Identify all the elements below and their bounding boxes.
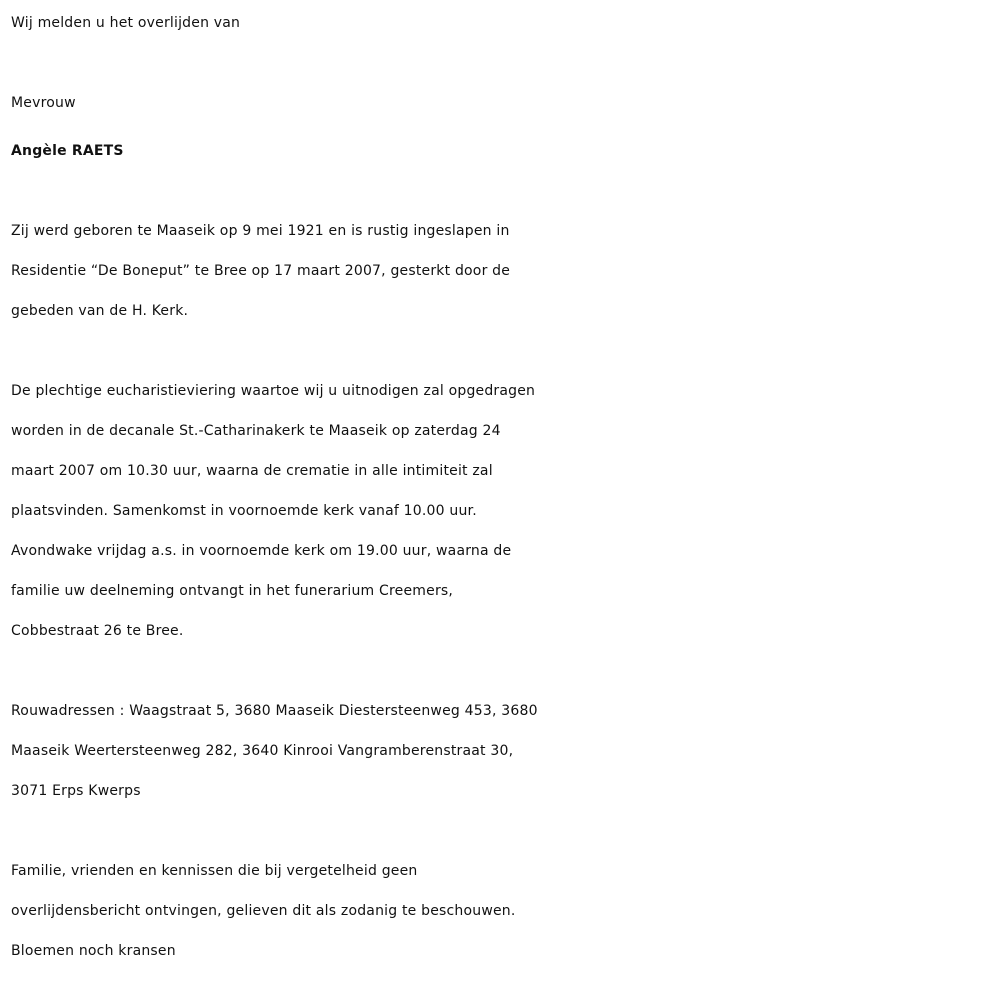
paragraph-line: overlijdensbericht ontvingen, gelieven dit als zodanig te beschouwen.: [11, 903, 516, 919]
ceremony-paragraph: [11, 371, 993, 651]
paragraph-line: maart 2007 om 10.30 uur, waarna de crematie in alle intimiteit zal: [11, 463, 493, 479]
spacer: [11, 331, 993, 371]
paragraph-line: plaatsvinden. Samenkomst in voornoemde kerk vanaf 10.00 uur.: [11, 503, 477, 519]
spacer: [11, 171, 993, 211]
paragraph-line: Bloemen noch kransen: [11, 943, 176, 959]
paragraph-line: Avondwake vrijdag a.s. in voornoemde kerk om 19.00 uur, waarna de: [11, 543, 512, 559]
paragraph-line: gebeden van de H. Kerk.: [11, 303, 189, 319]
obituary-document: [11, 3, 993, 971]
paragraph-line: worden in de decanale St.-Catharinakerk te Maaseik op zaterdag 24: [11, 423, 501, 439]
paragraph-line: familie uw deelneming ontvangt in het funerarium Creemers,: [11, 583, 454, 599]
deceased-name: Angèle RAETS: [11, 143, 124, 159]
paragraph-line: Familie, vrienden en kennissen die bij vergetelheid geen: [11, 863, 418, 879]
addresses-paragraph: [11, 691, 993, 811]
paragraph-line: De plechtige eucharistieviering waartoe wij u uitnodigen zal opgedragen: [11, 383, 536, 399]
paragraph-line: Maaseik Weertersteenweg 282, 3640 Kinrooi Vangramberenstraat 30,: [11, 743, 514, 759]
intro-text: Wij melden u het overlijden van: [11, 15, 241, 31]
paragraph-line: Residentie “De Boneput” te Bree op 17 maart 2007, gesterkt door de: [11, 263, 511, 279]
spacer: [11, 651, 993, 691]
title-prefix: Mevrouw: [11, 95, 76, 111]
birth-paragraph: [11, 211, 993, 331]
spacer: [11, 811, 993, 851]
closing-paragraph: [11, 851, 993, 971]
paragraph-line: Zij werd geboren te Maaseik op 9 mei 1921 en is rustig ingeslapen in: [11, 223, 510, 239]
paragraph-line: Cobbestraat 26 te Bree.: [11, 623, 184, 639]
spacer: [11, 43, 993, 83]
paragraph-line: 3071 Erps Kwerps: [11, 783, 141, 799]
paragraph-line: Rouwadressen : Waagstraat 5, 3680 Maaseik Diestersteenweg 453, 3680: [11, 703, 538, 719]
